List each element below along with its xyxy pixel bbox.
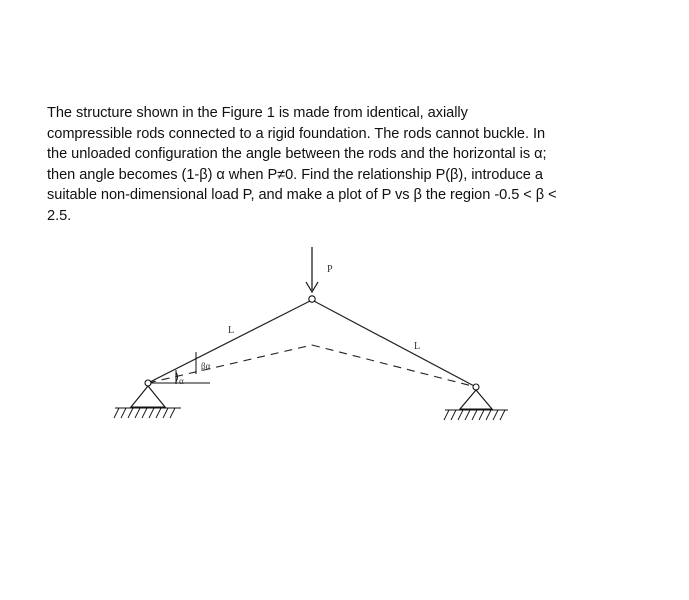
problem-line: the unloaded configuration the angle between the rods and the horizontal is α; <box>47 146 547 163</box>
problem-line: suitable non-dimensional load P, and make a plot of P vs β the region -0.5 < β < <box>47 187 557 204</box>
problem-line: 2.5. <box>47 207 72 224</box>
left-support <box>114 380 181 418</box>
right-rod-loaded <box>312 300 476 387</box>
left-rod-label: L <box>228 325 235 336</box>
left-rod-unloaded <box>148 345 312 383</box>
alpha-label: α <box>179 376 184 386</box>
problem-line: then angle becomes (1-β) α when P≠0. Find the relationship P(β), introduce a <box>47 166 543 183</box>
problem-line: The structure shown in the Figure 1 is made from identical, axially <box>47 105 468 121</box>
problem-line: compressible rods connected to a rigid foundation. The rods cannot buckle. In <box>47 125 546 142</box>
apex-pin <box>309 296 315 302</box>
right-rod-unloaded <box>312 345 476 387</box>
load-label: P <box>327 264 333 275</box>
beta-alpha-label: βα <box>201 361 211 371</box>
right-support <box>444 384 508 420</box>
load-arrow <box>306 247 318 292</box>
right-rod-label: L <box>414 341 421 352</box>
left-rod-loaded <box>148 300 312 383</box>
